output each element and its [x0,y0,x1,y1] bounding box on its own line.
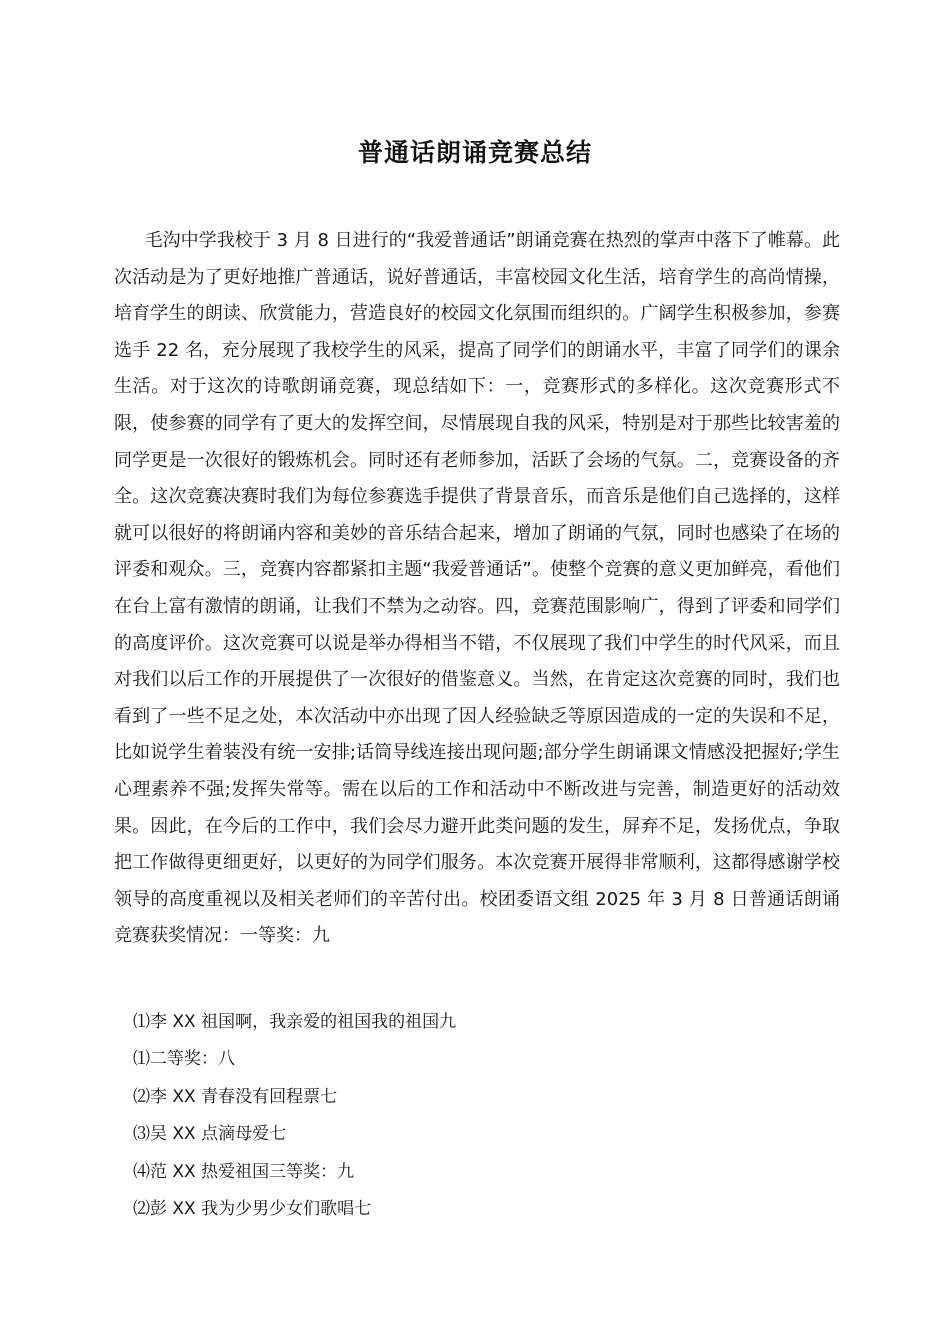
award-item: ⑷范 XX 热爱祖国三等奖：九 [133,1161,355,1182]
award-item: ⑶吴 XX 点滴母爱七 [133,1124,287,1145]
award-item: ⑵李 XX 青春没有回程票七 [133,1086,338,1107]
award-item: ⑵彭 XX 我为少男少女们歌唱七 [133,1199,372,1220]
document-title: 普通话朗诵竞赛总结 [357,138,592,167]
awards-list [133,1004,456,1228]
document-body-paragraph: 毛沟中学我校于 3 月 8 日进行的“我爱普通话”朗诵竞赛在热烈的掌声中落下了帷幕。此次活动是为了更好地推广普通话，说好普通话，丰富校园文化生活，培育学生的高尚情操，培育学生的朗读、欣赏能力，营造良好的校园文化氛围而组织的。广阔学生积极参加，参赛选手 22 名，充分展现了我校学生的风采，提高了同学们的朗诵水平，丰富了同学们的课余生活。对于这次的诗歌朗诵竞赛，现总结如下：一，竞赛形式的多样化。这次竞赛形式不限，使参赛的同学有了更大的发挥空间，尽情展现自我的风采，特别是对于那些比较害羞的同学更是一次很好的锻炼机会。同时还有老师参加，活跃了会场的气氛。二，竞赛设备的齐全。这次竞赛决赛时我们为每位参赛选手提供了背景音乐，而音乐是他们自己选择的，这样就可以很好的将朗诵内容和美妙的音乐结合起来，增加了朗诵的气氛，同时也感染了在场的评委和观众。三，竞赛内容都紧扣主题“我爱普通话”。使整个竞赛的意义更加鲜亮，看他们在台上富有激情的朗诵，让我们不禁为之动容。四，竞赛范围影响广，得到了评委和同学们的高度评价。这次竞赛可以说是举办得相当不错，不仅展现了我们中学生的时代风采，而且对我们以后工作的开展提供了一次很好的借鉴意义。当然，在肯定这次竞赛的同时，我们也看到了一些不足之处，本次活动中亦出现了因人经验缺乏等原因造成的一定的失误和不足，比如说学生着装没有统一安排;话筒导线连接出现问题;部分学生朗诵课文情感没把握好;学生心理素养不强;发挥失常等。需在以后的工作和活动中不断改进与完善，制造更好的活动效果。因此，在今后的工作中，我们会尽力避开此类问题的发生，屏弃不足，发扬优点，争取把工作做得更细更好，以更好的为同学们服务。本次竞赛开展得非常顺利，这都得感谢学校领导的高度重视以及相关老师们的辛苦付出。校团委语文组 2025 年 3 月 8 日普通话朗诵竞赛获奖情况：一等奖：九 [114,230,840,947]
award-item: ⑴二等奖：八 [133,1049,235,1070]
award-item: ⑴李 XX 祖国啊，我亲爱的祖国我的祖国九 [133,1012,457,1032]
